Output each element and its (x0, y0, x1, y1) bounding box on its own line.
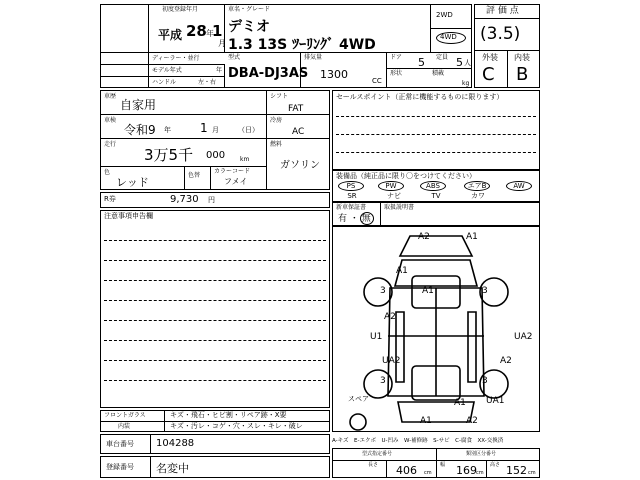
recycle-unit: 円 (208, 196, 215, 204)
rating-title: 評 価 点 (486, 6, 519, 16)
damage-mark: A1 (422, 286, 434, 296)
name-grade-label: 車名・グレード (228, 6, 271, 13)
shape-label: 形状 (390, 70, 403, 77)
length-label: 長さ (368, 462, 379, 468)
notes-line (104, 340, 326, 341)
person-unit: 人 (464, 59, 471, 67)
length-value: 406 (396, 464, 417, 477)
stock-row (100, 434, 330, 454)
mileage-sub: 000 (206, 150, 226, 161)
capacity-label: 定員 (436, 54, 449, 61)
damage-mark: UA2 (382, 356, 401, 366)
car-grade: 1.3 13S ﾂｰﾘﾝｸﾞ 4WD (228, 37, 376, 53)
equipment-title: 装備品（純正品に限り〇をつけてください） (336, 172, 476, 180)
equipment-item: SR (347, 192, 357, 200)
front-glass-label: フロントガラス (104, 412, 146, 419)
height-label: 高さ (490, 462, 501, 468)
damage-mark: A1 (396, 266, 408, 276)
door-value: 5 (418, 56, 425, 69)
recycle-value: 9,730 (170, 194, 199, 205)
equipment-item: TV (431, 192, 441, 200)
model-code: DBA-DJ3AS (228, 66, 309, 81)
damage-legend: A-キズ E-エクボ U-凹み W-補修跡 S-サビ C-腐食 XX-交換済 (332, 438, 504, 444)
drive-2wd: 2WD (436, 11, 453, 19)
registration-value: 名変中 (156, 462, 189, 475)
sales-points-title: セールスポイント（正常に機能するものに限ります） (336, 93, 504, 101)
divider (100, 114, 266, 115)
divider (380, 202, 381, 226)
damage-mark: A2 (500, 356, 512, 366)
equipment-item: ABS (420, 181, 446, 191)
sales-line (336, 134, 536, 135)
registration-label: 登録番号 (106, 463, 134, 471)
inspection-day: （日） (238, 126, 259, 134)
divider (386, 460, 387, 478)
type-label: 型式 (228, 54, 241, 61)
divider (486, 460, 487, 478)
divider (430, 28, 472, 29)
car-name: デミオ (228, 19, 270, 35)
displacement-label: 排気量 (304, 54, 323, 61)
handle-options: 左・右 (198, 79, 217, 86)
divider (474, 18, 540, 19)
divider (436, 448, 437, 460)
equipment-item: PW (378, 181, 404, 191)
aircon-value: AC (292, 127, 305, 137)
exterior-label: 外装 (482, 53, 498, 62)
front-glass-legend: キズ・飛石・ヒビ割・リペア跡・X要 (170, 411, 287, 419)
divider (100, 166, 266, 167)
stock-label: 車台番号 (106, 440, 134, 448)
first-reg-year: 28 (186, 22, 207, 40)
divider (150, 456, 151, 478)
notes-line (104, 300, 326, 301)
sales-points-box (332, 90, 540, 170)
record-label: 取扱説明書 (384, 204, 415, 211)
color-label: 色 (104, 169, 111, 176)
damage-mark: A2 (384, 312, 396, 322)
shift-value: FAT (288, 104, 304, 114)
damage-mark: A2 (466, 416, 478, 426)
damage-mark: A1 (420, 416, 432, 426)
drive-4wd: 4WD (440, 33, 457, 41)
length-unit: cm (424, 470, 432, 476)
exterior-grade: C (482, 64, 495, 85)
sales-line (336, 116, 536, 117)
equipment-item: PS (338, 181, 364, 191)
first-reg-label: 初度登録年月 (162, 6, 199, 13)
notes-line (104, 380, 326, 381)
divider (100, 76, 224, 77)
notes-line (104, 360, 326, 361)
width-unit: cm (476, 470, 484, 476)
divider (266, 138, 330, 139)
registration-row (100, 456, 330, 478)
divider (436, 460, 437, 478)
divider (100, 138, 266, 139)
fuel-value: ガソリン (280, 160, 320, 171)
interior-damage-legend: キズ・汚レ・コゲ・穴・スレ・キレ・破レ (170, 422, 303, 430)
inspection-label: 車検 (104, 117, 117, 124)
aircon-label: 冷房 (270, 117, 283, 124)
year-unit: 年 (206, 29, 214, 38)
warranty-label: 新車保証書 (336, 204, 367, 211)
class-number-label: 類別区分番号 (466, 451, 497, 457)
model-year-label: モデル年式 (152, 67, 182, 74)
equipment-item: エアB (464, 181, 490, 191)
usage-label: 車歴 (104, 93, 117, 100)
damage-mark: U1 (370, 332, 383, 342)
inspection-year-unit: 年 (164, 126, 171, 134)
divider (507, 50, 508, 88)
inspection-era: 令和9 (124, 123, 156, 137)
handle-label: ハンドル (152, 79, 177, 86)
divider (150, 434, 151, 454)
auction-sheet (100, 4, 542, 478)
displacement-value: 1300 (320, 68, 348, 81)
divider (100, 64, 224, 65)
capacity-value: 5 (456, 56, 463, 69)
kg-unit: kg (462, 80, 470, 87)
cc-unit: CC (372, 77, 382, 85)
first-reg-month: 1 (212, 22, 223, 40)
damage-mark: 3 (380, 376, 386, 386)
spare-label: スペア (348, 395, 369, 403)
recycle-label: R券 (104, 195, 116, 203)
stock-value: 104288 (156, 438, 195, 449)
damage-mark: A2 (418, 232, 430, 242)
mileage-label: 走行 (104, 141, 117, 148)
month-unit: 月 (218, 39, 226, 48)
equipment-item: ナビ (387, 192, 401, 200)
width-value: 169 (456, 464, 477, 477)
height-value: 152 (506, 464, 527, 477)
usage-value: 自家用 (120, 98, 157, 112)
interior-grade: B (516, 64, 529, 85)
warranty-options: 有 ・ 無 (338, 214, 371, 224)
damage-mark: UA1 (486, 396, 505, 406)
notes-line (104, 240, 326, 241)
mileage-unit: km (240, 156, 250, 163)
divider (164, 410, 165, 432)
width-label: 幅 (440, 462, 446, 468)
damage-mark: A1 (454, 398, 466, 408)
inspection-month-unit: 月 (212, 126, 219, 134)
dealer-label: ディーラー・並行 (152, 55, 200, 62)
interior-damage-label: 内装 (118, 423, 131, 430)
warranty-circle (360, 212, 374, 225)
model-year-unit: 年 (216, 67, 223, 74)
color-code-label: カラーコード (214, 168, 251, 175)
rating-score: (3.5) (480, 24, 521, 44)
color-code: フメイ (224, 177, 248, 186)
height-unit: cm (528, 470, 536, 476)
divider (266, 114, 330, 115)
damage-mark: 3 (482, 376, 488, 386)
color-tone-label: 色替 (188, 172, 201, 179)
divider (184, 166, 185, 190)
sales-line (336, 152, 536, 153)
notes-line (104, 320, 326, 321)
spec-number-label: 型式指定番号 (362, 451, 393, 457)
divider (266, 90, 267, 190)
damage-mark: 3 (380, 286, 386, 296)
damage-mark: 3 (482, 286, 488, 296)
divider (224, 64, 225, 88)
notes-line (104, 260, 326, 261)
fuel-label: 燃料 (270, 141, 283, 148)
equipment-item: カワ (471, 192, 485, 200)
shift-label: シフト (270, 93, 289, 100)
damage-mark: UA2 (514, 332, 533, 342)
divider (386, 52, 387, 88)
notes-title: 注意事項申告欄 (104, 212, 153, 220)
inspection-month: 1 (200, 121, 208, 135)
damage-mark: A1 (466, 232, 478, 242)
door-label: ドア (390, 54, 402, 61)
equipment-item: AW (506, 181, 532, 191)
notes-line (104, 280, 326, 281)
first-reg-era: 平成 (158, 28, 183, 42)
load-label: 積載 (432, 70, 445, 77)
mileage-value: 3万5千 (144, 146, 194, 164)
divider (210, 166, 211, 190)
recycle-row (100, 192, 330, 208)
interior-label: 内装 (514, 53, 530, 62)
color-value: レッド (116, 176, 149, 189)
